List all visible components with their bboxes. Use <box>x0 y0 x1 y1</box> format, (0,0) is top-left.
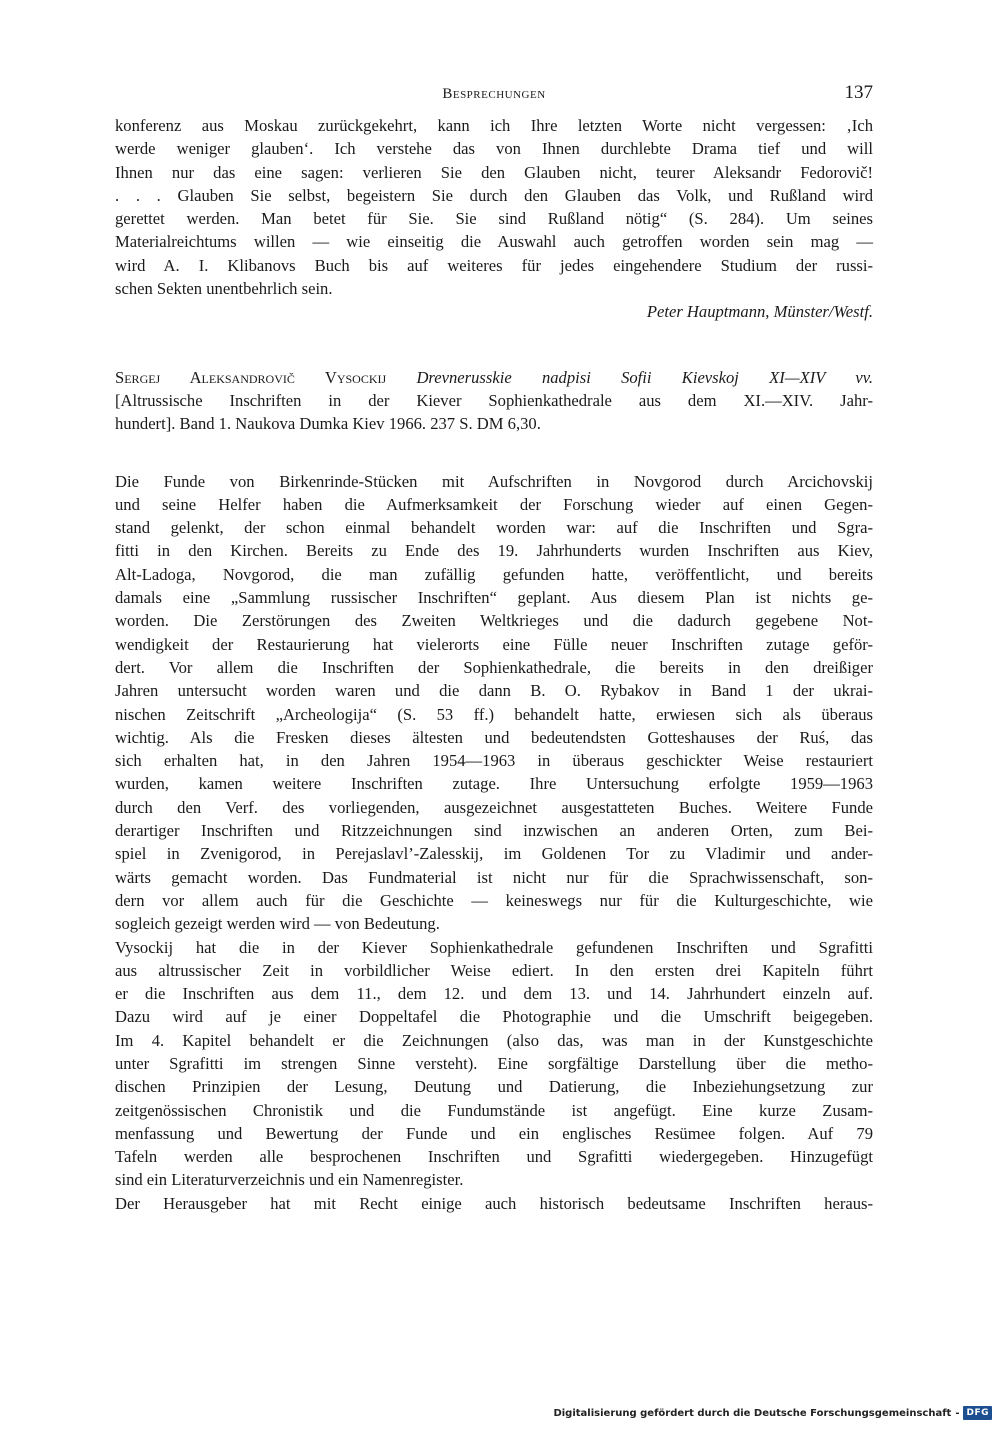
text-line: Im 4. Kapitel behandelt er die Zeichnungen (also das, was man in der Kunstgeschichte <box>115 1030 873 1050</box>
review-body <box>115 470 873 1216</box>
text-line: Jahren untersucht worden waren und die dann B. O. Rybakov in Band 1 der ukrai- <box>115 681 873 701</box>
paragraph <box>115 470 873 936</box>
text-line: schen Sekten unentbehrlich sein. <box>115 279 333 299</box>
text-line: wärts gemacht worden. Das Fundmaterial ist nicht nur für die Sprachwissenschaft, son- <box>115 867 873 887</box>
text-line: gerettet werden. Man betet für Sie. Sie sind Rußland nötig“ (S. 284). Um seines <box>115 209 873 229</box>
text-line: spiel in Zvenigorod, in Perejaslavl’-Zalesskij, im Goldenen Tor zu Vladimir und ander- <box>115 844 873 864</box>
text-line: Materialreichtums willen — wie einseitig die Auswahl auch getroffen worden sein mag — <box>115 232 873 252</box>
reviewer-signature: Peter Hauptmann, Münster/Westf. <box>646 302 873 322</box>
text-line: nischen Zeitschrift „Archeologija“ (S. 53 ff.) behandelt hatte, erwiesen sich als überaus <box>115 704 873 724</box>
biblio-line <box>115 366 873 389</box>
text-line: damals eine „Sammlung russischer Inschriften“ geplant. Aus diesem Plan ist nichts ge- <box>115 588 873 608</box>
text-line: werde weniger glauben‘. Ich verstehe das von Ihnen durchlebte Drama tief und will <box>115 139 873 159</box>
text-line: Ihnen nur das eine sagen: verlieren Sie den Glauben nicht, teurer Aleksandr Fedorovič! <box>115 162 873 182</box>
document-page <box>115 80 873 1215</box>
text-line: Alt-Ladoga, Novgorod, die man zufällig gefunden hatte, veröffentlicht, und bereits <box>115 564 873 584</box>
text-line: aus altrussischer Zeit in vorbildlicher Weise ediert. In den ersten drei Kapiteln führt <box>115 960 873 980</box>
text-line: wird A. I. Klibanovs Buch bis auf weiteres für jedes eingehendere Studium der russi- <box>115 255 873 275</box>
text-line: dischen Prinzipien der Lesung, Deutung und Datierung, die Inbeziehungsetzung zur <box>115 1077 873 1097</box>
running-head <box>115 80 873 114</box>
biblio-line: [Altrussische Inschriften in der Kiever Sophienkathedrale aus dem XI.—XIV. Jahr- <box>115 390 873 410</box>
text-line: stand gelenkt, der schon einmal behandelt worden war: auf die Inschriften und Sgra- <box>115 518 873 538</box>
text-line: konferenz aus Moskau zurückgekehrt, kann ich Ihre letzten Worte nicht vergessen: ‚Ich <box>115 116 873 135</box>
text-line: wichtig. Als die Fresken dieses ältesten und bedeutendsten Gotteshauses der Ruś, das <box>115 727 873 747</box>
text-line: Die Funde von Birkenrinde-Stücken mit Aufschriften in Novgorod durch Arcichovskij <box>115 471 873 491</box>
text-line: Der Herausgeber hat mit Recht einige auch historisch bedeutsame Inschriften heraus- <box>115 1193 873 1213</box>
text-line: Dazu wird auf je einer Doppeltafel die Photographie und die Umschrift beigegeben. <box>115 1007 873 1027</box>
paragraph <box>115 1192 873 1215</box>
text-line: unter Sgrafitti im strengen Sinne versteht). Eine sorgfältige Darstellung über die metho- <box>115 1053 873 1073</box>
text-line: derartiger Inschriften und Ritzzeichnungen sind inzwischen an anderen Orten, zum Bei- <box>115 821 873 841</box>
footer-separator: - <box>955 1407 960 1419</box>
book-author: Sergej Aleksandrovič Vysockij <box>115 367 387 387</box>
biblio-line: hundert]. Band 1. Naukova Dumka Kiev 1966. 237 S. DM 6,30. <box>115 414 541 434</box>
paragraph <box>115 936 873 1192</box>
page-number: 137 <box>844 82 873 103</box>
text-line: sind ein Literaturverzeichnis und ein Namenregister. <box>115 1170 464 1190</box>
text-line: Vysockij hat die in der Kiever Sophienkathedrale gefundenen Inschriften und Sgrafitti <box>115 937 873 957</box>
continuation-text <box>115 114 873 300</box>
text-line: dern vor allem auch für die Geschichte — keineswegs nur für die Kulturgeschichte, wie <box>115 890 873 910</box>
text-line: wendigkeit der Restaurierung hat vielerorts eine Fülle neuer Inschriften zutage geför- <box>115 634 873 654</box>
text-line: . . . Glauben Sie selbst, begeistern Sie durch den Glauben das Volk, und Rußland wird <box>115 185 873 205</box>
book-title: Drevnerusskie nadpisi Sofii Kievskoj XI—XIV vv. <box>416 367 873 387</box>
text-line: menfassung und Bewertung der Funde und ein englisches Resümee folgen. Auf 79 <box>115 1123 873 1143</box>
text-line: und seine Helfer haben die Aufmerksamkeit der Forschung wieder auf einen Gegen- <box>115 494 873 514</box>
text-line: Tafeln werden alle besprochenen Inschriften und Sgrafitti wiedergegeben. Hinzugefügt <box>115 1147 873 1167</box>
footer-text: Digitalisierung gefördert durch die Deutsche Forschungsgemeinschaft <box>553 1407 952 1419</box>
digitization-footer <box>553 1406 992 1420</box>
text-line: er die Inschriften aus dem 11., dem 12. und dem 13. und 14. Jahrhundert einzeln auf. <box>115 984 873 1004</box>
text-line: fitti in den Kirchen. Bereits zu Ende des 19. Jahrhunderts wurden Inschriften aus Kiev, <box>115 541 873 561</box>
text-line: durch den Verf. des vorliegenden, ausgezeichnet ausgestatteten Buches. Weitere Funde <box>115 797 873 817</box>
text-line: wurden, kamen weitere Inschriften zutage. Ihre Untersuchung erfolgte 1959—1963 <box>115 774 873 794</box>
text-line: dert. Vor allem die Inschriften der Sophienkathedrale, die bereits in den dreißiger <box>115 657 873 677</box>
text-line: worden. Die Zerstörungen des Zweiten Weltkrieges und die dadurch gegebene Not- <box>115 611 873 631</box>
text-line: zeitgenössischen Chronistik und die Fundumstände ist angefügt. Eine kurze Zusam- <box>115 1100 873 1120</box>
running-head-title: Besprechungen <box>442 86 546 102</box>
review-bibliographic-header <box>115 366 873 436</box>
text-line: sogleich gezeigt werden wird — von Bedeutung. <box>115 914 440 934</box>
dfg-logo: DFG <box>963 1406 992 1420</box>
text-line: sich erhalten hat, in den Jahren 1954—1963 in überaus geschickter Weise restauriert <box>115 751 873 771</box>
